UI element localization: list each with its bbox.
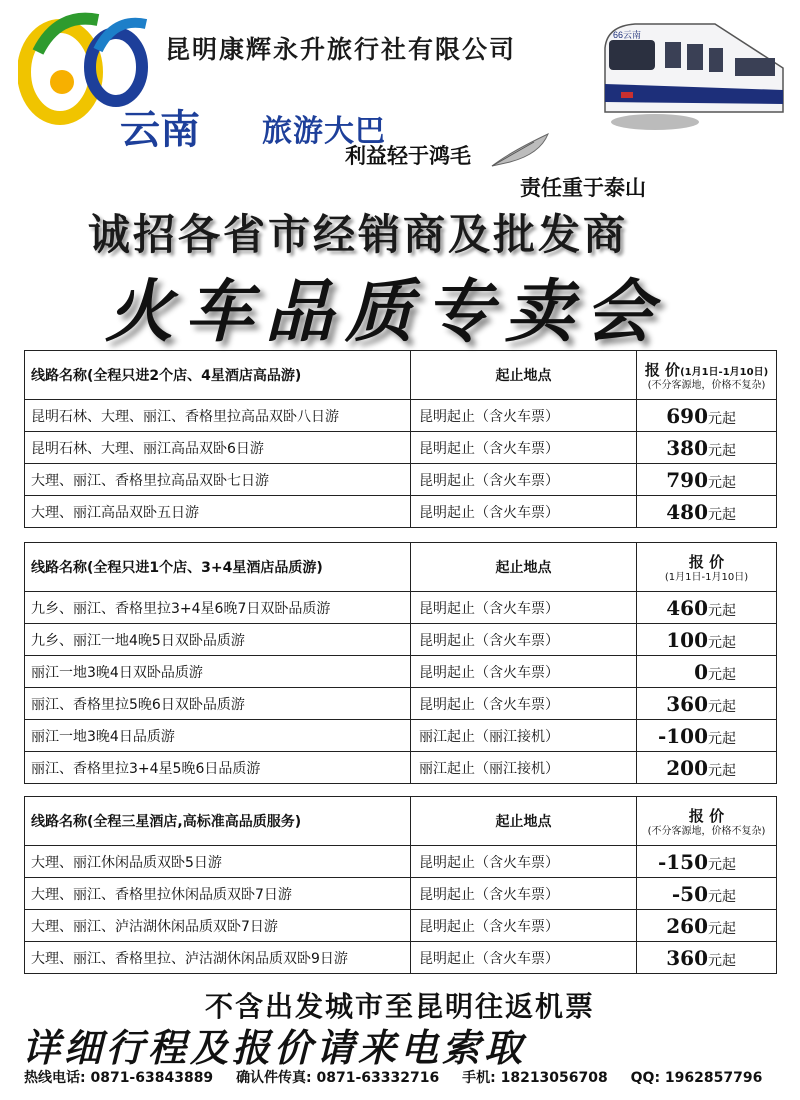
table-row — [25, 656, 777, 688]
price-unit: 元起 — [708, 730, 736, 747]
table-row — [25, 846, 777, 878]
contact-line — [24, 1067, 762, 1087]
price-unit: 元起 — [708, 888, 736, 905]
start-end-place: 昆明起止（含火车票） — [411, 910, 637, 942]
price-value: 790 — [666, 467, 708, 492]
route-name: 丽江、香格里拉5晚6日双卧品质游 — [25, 688, 411, 720]
table-row — [25, 720, 777, 752]
header-place: 起止地点 — [411, 797, 637, 846]
start-end-place: 昆明起止（含火车票） — [411, 656, 637, 688]
price-value: 460 — [666, 595, 708, 620]
route-name: 大理、丽江、泸沽湖休闲品质双卧7日游 — [25, 910, 411, 942]
start-end-place: 昆明起止（含火车票） — [411, 942, 637, 974]
price-table-1 — [24, 350, 777, 528]
route-name: 丽江一地3晚4日双卧品质游 — [25, 656, 411, 688]
table-row — [25, 942, 777, 974]
price-unit: 元起 — [708, 666, 736, 683]
price-value: 360 — [666, 945, 708, 970]
price-value: 200 — [666, 755, 708, 780]
start-end-place: 昆明起止（含火车票） — [411, 624, 637, 656]
header-price: 报 价 (不分客源地，价格不复杂) — [637, 797, 777, 846]
company-name: 昆明康辉永升旅行社有限公司 — [165, 35, 517, 64]
price-unit: 元起 — [708, 920, 736, 937]
header-route: 线路名称(全程三星酒店,高标准高品质服务) — [25, 797, 411, 846]
price-cell — [637, 400, 777, 432]
price-value: -100 — [657, 723, 708, 748]
route-name: 大理、丽江休闲品质双卧5日游 — [25, 846, 411, 878]
price-table-2 — [24, 542, 777, 784]
start-end-place: 昆明起止（含火车票） — [411, 400, 637, 432]
price-cell — [637, 464, 777, 496]
route-name: 大理、丽江、香格里拉高品双卧七日游 — [25, 464, 411, 496]
price-cell — [637, 910, 777, 942]
price-cell — [637, 688, 777, 720]
route-name: 大理、丽江、香格里拉休闲品质双卧7日游 — [25, 878, 411, 910]
table-row — [25, 688, 777, 720]
header-route: 线路名称(全程只进2个店、4星酒店高品游) — [25, 351, 411, 400]
start-end-place: 丽江起止（丽江接机） — [411, 752, 637, 784]
price-value: -150 — [657, 849, 708, 874]
price-unit: 元起 — [708, 410, 736, 427]
price-value: 690 — [666, 403, 708, 428]
price-cell — [637, 878, 777, 910]
price-cell — [637, 752, 777, 784]
price-unit: 元起 — [708, 856, 736, 873]
table-row — [25, 752, 777, 784]
price-cell — [637, 592, 777, 624]
calligraphy-title: 火车品质专卖会 — [105, 272, 666, 352]
start-end-place: 昆明起止（含火车票） — [411, 432, 637, 464]
price-value: 260 — [666, 913, 708, 938]
table-row — [25, 432, 777, 464]
start-end-place: 昆明起止（含火车票） — [411, 592, 637, 624]
start-end-place: 丽江起止（丽江接机） — [411, 720, 637, 752]
start-end-place: 昆明起止（含火车票） — [411, 846, 637, 878]
train-badge: 66云南 — [613, 30, 642, 40]
hotline: 热线电话: 0871-63843889 — [24, 1070, 214, 1086]
mobile: 手机: 18213056708 — [462, 1070, 608, 1086]
price-cell — [637, 720, 777, 752]
table-row — [25, 496, 777, 528]
route-name: 昆明石林、大理、丽江高品双卧6日游 — [25, 432, 411, 464]
price-value: 480 — [666, 499, 708, 524]
table-header — [25, 351, 777, 400]
table-row — [25, 910, 777, 942]
price-unit: 元起 — [708, 634, 736, 651]
detail-note: 详细行程及报价请来电索取 — [22, 1025, 527, 1070]
price-value: -50 — [671, 881, 708, 906]
table-row — [25, 400, 777, 432]
fax: 确认件传真: 0871-63332716 — [236, 1070, 440, 1086]
price-value: 360 — [666, 691, 708, 716]
header-price: 报 价(1月1日-1月10日) (不分客源地，价格不复杂) — [637, 351, 777, 400]
header-place: 起止地点 — [411, 351, 637, 400]
start-end-place: 昆明起止（含火车票） — [411, 464, 637, 496]
route-name: 丽江一地3晚4日品质游 — [25, 720, 411, 752]
header-route: 线路名称(全程只进1个店、3+4星酒店品质游) — [25, 543, 411, 592]
table-row — [25, 624, 777, 656]
start-end-place: 昆明起止（含火车票） — [411, 878, 637, 910]
route-name: 昆明石林、大理、丽江、香格里拉高品双卧八日游 — [25, 400, 411, 432]
price-cell — [637, 496, 777, 528]
slogan-2: 责任重于泰山 — [520, 176, 646, 200]
table-header — [25, 797, 777, 846]
route-name: 大理、丽江高品双卧五日游 — [25, 496, 411, 528]
price-value: 0 — [694, 659, 708, 684]
train-icon — [595, 18, 785, 136]
price-cell — [637, 656, 777, 688]
price-value: 100 — [666, 627, 708, 652]
price-cell — [637, 846, 777, 878]
route-name: 九乡、丽江、香格里拉3+4星6晚7日双卧品质游 — [25, 592, 411, 624]
price-unit: 元起 — [708, 698, 736, 715]
table-row — [25, 878, 777, 910]
price-unit: 元起 — [708, 474, 736, 491]
table-row — [25, 464, 777, 496]
feather-icon — [490, 132, 550, 168]
route-name: 丽江、香格里拉3+4星5晚6日品质游 — [25, 752, 411, 784]
qq: QQ: 1962857796 — [630, 1070, 763, 1086]
bus-title: 旅游大巴 — [262, 114, 386, 149]
logo-text: 云南 — [120, 107, 200, 153]
price-unit: 元起 — [708, 952, 736, 969]
table-header — [25, 543, 777, 592]
price-cell — [637, 624, 777, 656]
price-unit: 元起 — [708, 602, 736, 619]
start-end-place: 昆明起止（含火车票） — [411, 688, 637, 720]
price-unit: 元起 — [708, 442, 736, 459]
recruit-headline: 诚招各省市经销商及批发商 — [88, 210, 629, 259]
price-unit: 元起 — [708, 506, 736, 523]
slogan-1: 利益轻于鸿毛 — [345, 144, 471, 168]
price-cell — [637, 942, 777, 974]
price-table-3 — [24, 796, 777, 974]
price-value: 380 — [666, 435, 708, 460]
route-name: 九乡、丽江一地4晚5日双卧品质游 — [25, 624, 411, 656]
header-price: 报 价 (1月1日-1月10日) — [637, 543, 777, 592]
start-end-place: 昆明起止（含火车票） — [411, 496, 637, 528]
price-unit: 元起 — [708, 762, 736, 779]
price-cell — [637, 432, 777, 464]
table-row — [25, 592, 777, 624]
header-place: 起止地点 — [411, 543, 637, 592]
route-name: 大理、丽江、香格里拉、泸沽湖休闲品质双卧9日游 — [25, 942, 411, 974]
no-airfare-note: 不含出发城市至昆明往返机票 — [204, 990, 595, 1023]
